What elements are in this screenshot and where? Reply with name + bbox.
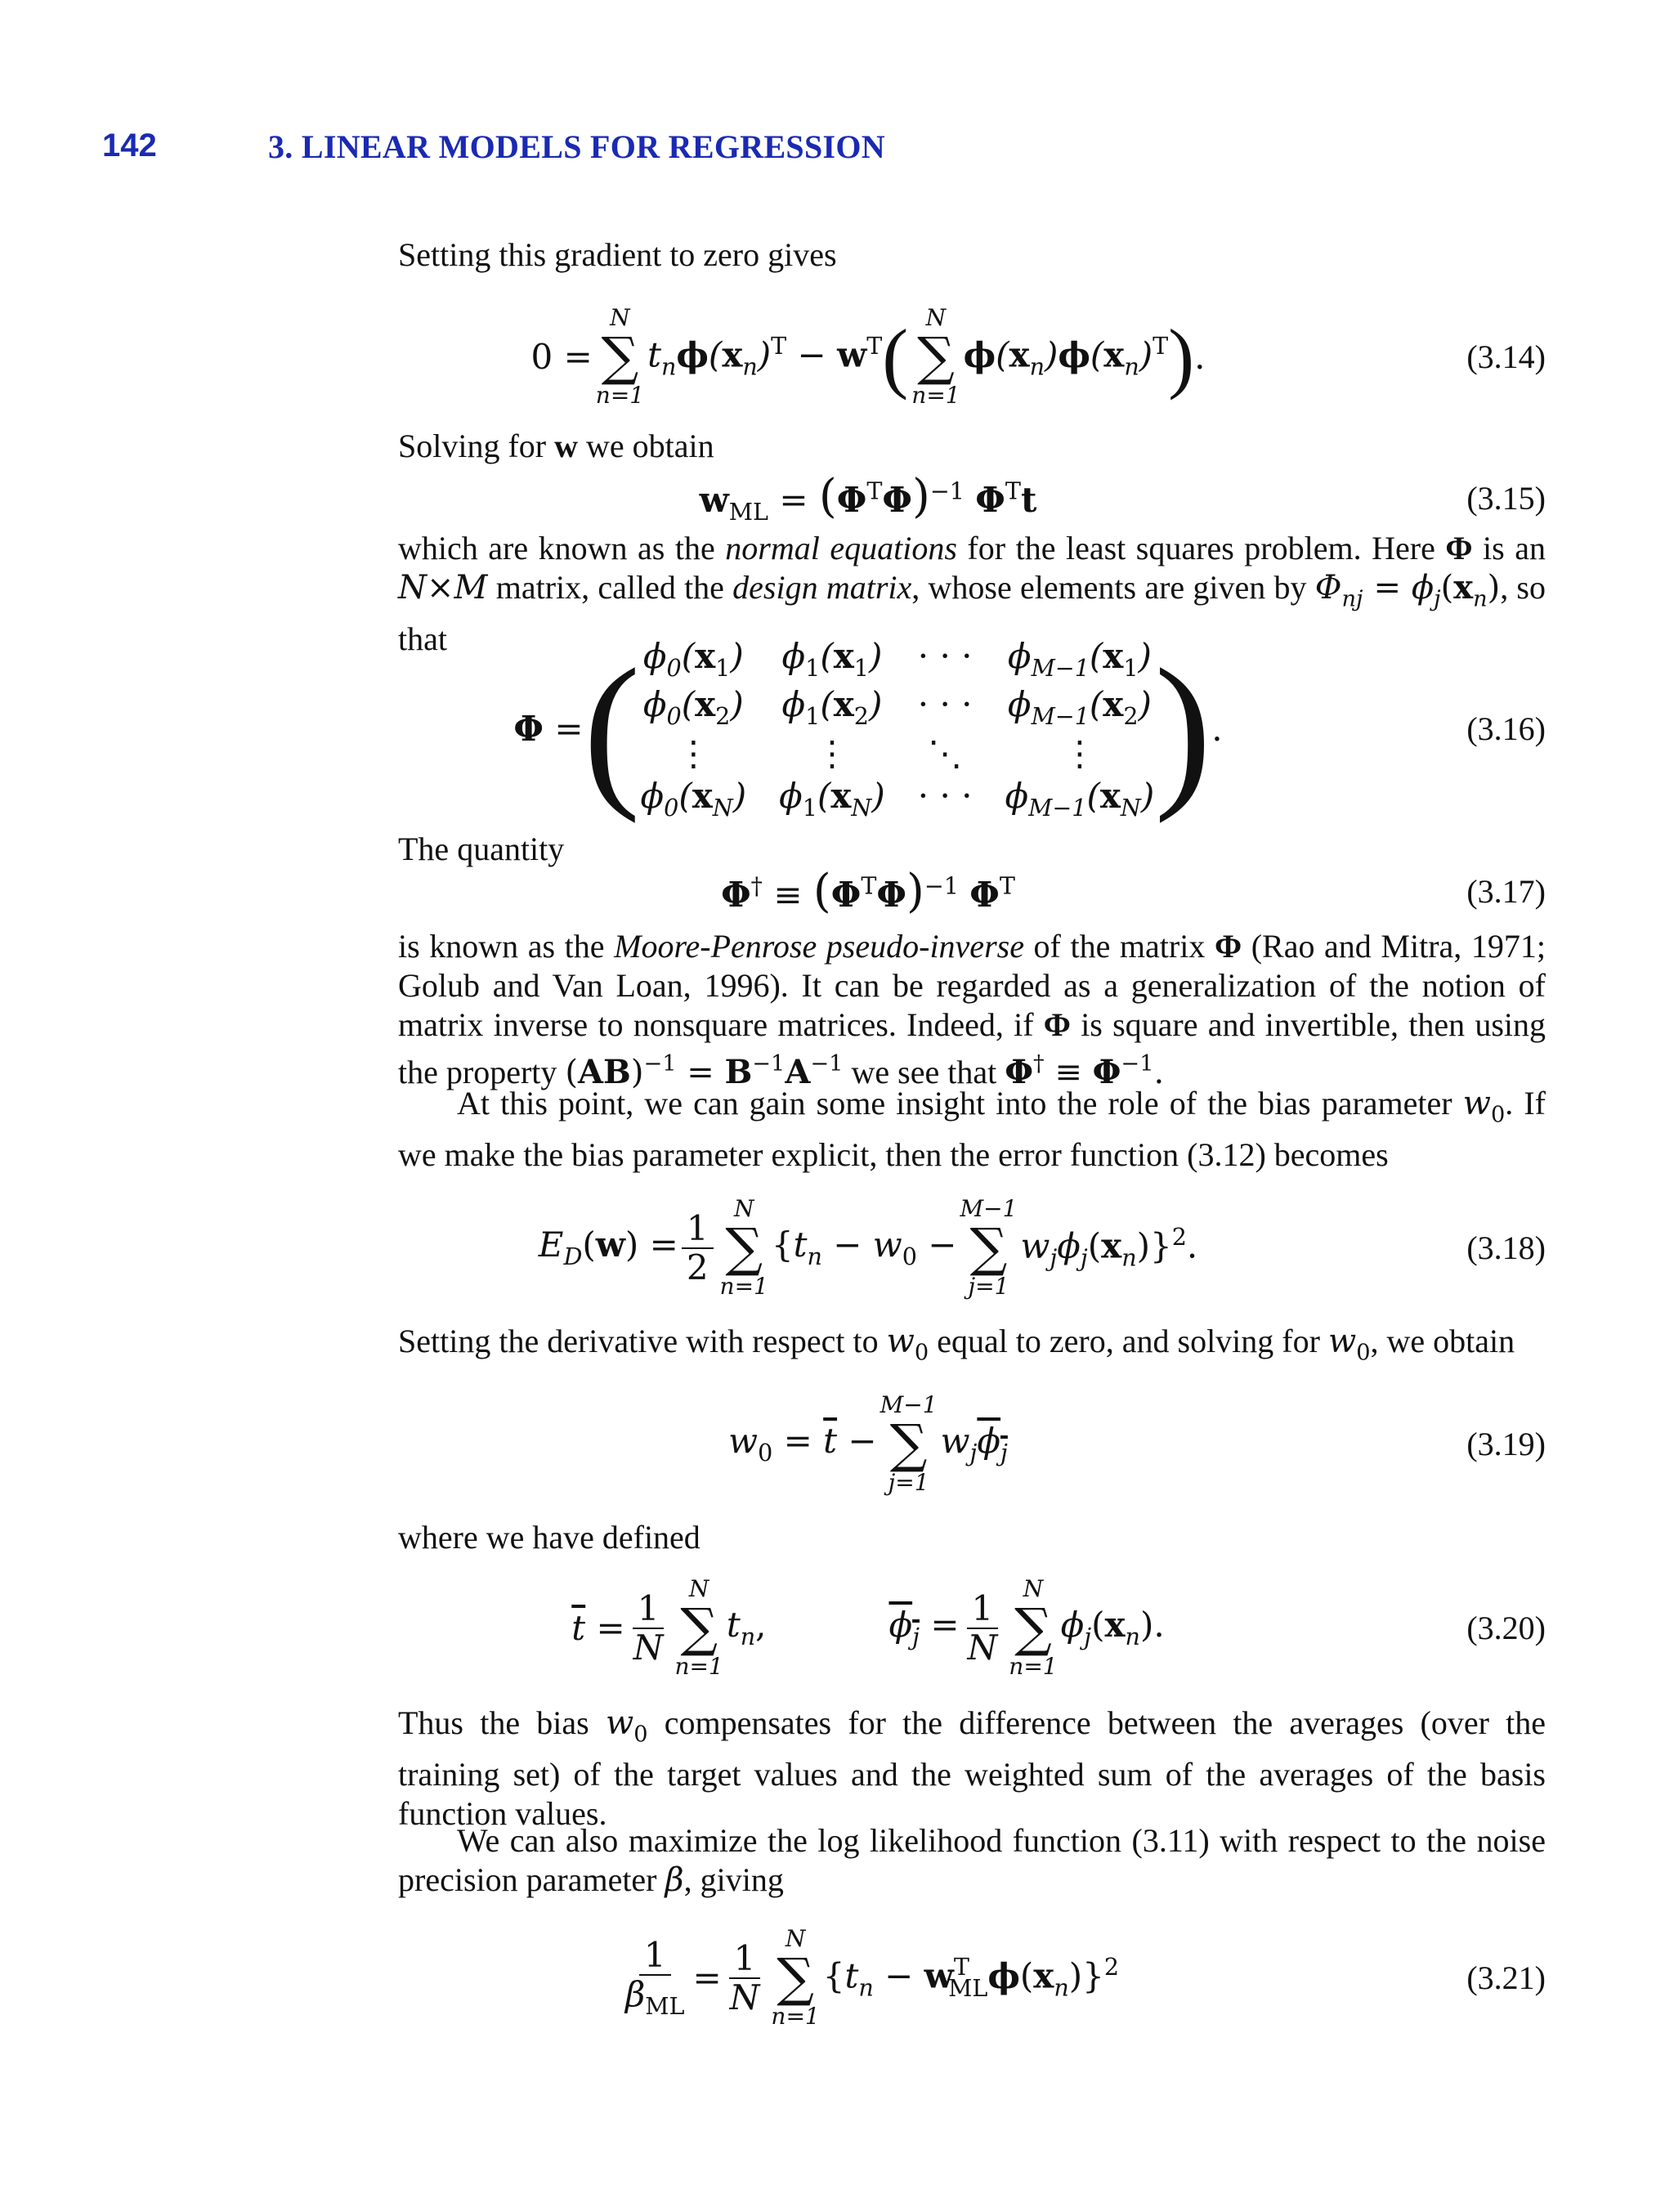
paragraph-noise-precision: We can also maximize the log likelihood function (3.11) with respect to the noise precision parameter β, giving — [398, 1822, 1546, 1899]
equation-number-3-16: (3.16) — [1466, 710, 1546, 747]
text-noise-b: , giving — [683, 1861, 784, 1898]
term-moore-penrose: Moore-Penrose pseudo-inverse — [614, 928, 1024, 965]
text-comp-b: compensates for the difference between the averages (over the training set) of the target values and the weighted sum of the averages of the basis function values. — [398, 1704, 1546, 1832]
equation-3-18: $E_D(w)$ = $\frac{1}{2}$ N ∑ n=1 {$t_n - w_0$ − M−1 ∑ j=1 $w_j\phi_j(x_n)\}^2$. (3.18) — [538, 1195, 1546, 1300]
text-pi-e: we see that — [843, 1053, 1005, 1090]
page-number: 142 — [102, 128, 157, 163]
equation-number-3-15: (3.15) — [1466, 480, 1546, 517]
equation-number-3-14: (3.14) — [1466, 338, 1546, 375]
text-defined: where we have defined — [398, 1519, 700, 1556]
text-solving-b: we obtain — [578, 428, 714, 464]
equation-3-20: $\overline{t}$ = $\frac{1}{N}$ N ∑ n=1 $t_n$, $\phi_j$ = $\frac{1}{N}$ N ∑ n=1 $\phi_j(x_n)$. (3.20) — [571, 1575, 1546, 1680]
equation-number-3-21: (3.21) — [1466, 1959, 1546, 1996]
text-ne-c: is an — [1472, 530, 1546, 566]
text-ne-f: , so that — [398, 569, 1546, 657]
design-matrix: $\phi_0(x_1)$ $\phi_1(x_1)$ · · · $\phi_{M-1}(x_1)$ $\phi_0(x_2)$ $\phi_1(x_2)$ · · · $\phi_{M-1}(x_2)$ ⋮ ⋮ ⋱ ⋮ $\phi_0(x_N)$ $\phi_1(x_N)$ · · · $\phi_{M-1}(x_N)$ — [640, 635, 1155, 822]
term-design-matrix: design matrix — [732, 569, 912, 606]
paragraph-bias-intro: At this point, we can gain some insight into the role of the bias parameter $w_0$. If we make the bias parameter explicit, then the error function (3.12) becomes — [398, 1085, 1546, 1173]
paragraph-defined — [398, 1518, 1546, 1557]
text-comp-a: Thus the bias — [398, 1704, 606, 1741]
text-ne-b: for the least squares problem. Here — [956, 530, 1446, 566]
equation-3-14: 0 = N ∑ n=1 $t_n\phi(x_n)^T - w^T$ ( N ∑ n=1 $\phi(x_n)\phi(x_n)^T$ ) . (3.14) — [530, 304, 1546, 409]
text-deriv-a: Setting the derivative with respect to — [398, 1323, 887, 1359]
paragraph-derivative: Setting the derivative with respect to $w_0$ equal to zero, and solving for $w_0$, we obtain — [398, 1323, 1515, 1366]
paragraph-bias-compensates: Thus the bias $w_0$ compensates for the difference between the averages (over the training set) of the target values and the weighted sum of the averages of the basis function values. — [398, 1704, 1546, 1832]
term-normal-equations: normal equations — [725, 530, 957, 566]
text-ne-a: which are known as the — [398, 530, 726, 566]
paragraph-solving: Solving for w we obtain — [398, 428, 714, 464]
text-quantity: The quantity — [398, 831, 565, 867]
page-header — [0, 128, 1674, 177]
equation-3-15: $w_{ML} = (\Phi^T\Phi)^{-1}$ $\Phi^Tt$ (3.15) — [699, 470, 1546, 526]
text-pi-a: is known as the — [398, 928, 615, 965]
equation-number-3-20: (3.20) — [1466, 1610, 1546, 1646]
text-solving-a: Solving for — [398, 428, 555, 464]
equation-number-3-18: (3.18) — [1466, 1229, 1546, 1266]
equation-3-17: $\Phi^\dagger \equiv (\Phi^T\Phi)^{-1}$ $\Phi^T$ (3.17) — [721, 865, 1546, 919]
text-pi-b: of the matrix — [1023, 928, 1215, 965]
text-bias-b: . If we make the bias parameter explicit, then the error function (3.12) becomes — [398, 1085, 1546, 1173]
equation-3-21: $\frac{1}{\beta_{ML}}$ = $\frac{1}{N}$ N ∑ n=1 $\{t_n - w^T_{ML}\phi(x_n)\}^2$ (3.21) — [624, 1925, 1546, 2030]
paragraph-pseudo-inverse: is known as the Moore-Penrose pseudo-inverse of the matrix Φ (Rao and Mitra, 1971; Golub and Van Loan, 1996). It can be regarded as a generalization of the notion of matrix inverse to nonsquare matrices. Indeed, if Φ is square and invertible, then using the property $(AB)^{-1} = B^{-1}A^{-1}$ we see that $\Phi^\dagger \equiv \Phi^{-1}$. — [398, 928, 1546, 1091]
text-deriv-c: , we obtain — [1370, 1323, 1515, 1359]
running-head: 3. LINEAR MODELS FOR REGRESSION — [268, 128, 885, 165]
text-gradient: Setting this gradient to zero gives — [398, 236, 837, 273]
text-deriv-b: equal to zero, and solving for — [929, 1323, 1328, 1359]
equation-3-16: Φ = ( $\phi_0(x_1)$ $\phi_1(x_1)$ · · · $\phi_{M-1}(x_1)$ $\phi_0(x_2)$ $\phi_1(x_2)$ · · · $\phi_{M-1}(x_2)$ ⋮ ⋮ ⋱ ⋮ $\phi_0(x_N)$ $\phi_1(x_N)$ · · · $\phi_{M-1}(x_N)$ ) . (3.16) — [513, 634, 1546, 824]
paragraph-gradient — [398, 235, 1546, 275]
text-pi-d: is square and invertible, then using the property — [398, 1006, 1546, 1090]
equation-3-19: $w_0 = \overline{t}$ − M−1 ∑ j=1 $w_j\phi_j$ (3.19) — [728, 1391, 1546, 1496]
equation-number-3-19: (3.19) — [1466, 1426, 1546, 1462]
text-ne-d: matrix, called the — [487, 569, 733, 606]
text-bias-a: At this point, we can gain some insight into the role of the bias parameter — [457, 1085, 1463, 1122]
paragraph-normal-equations: which are known as the normal equations for the least squares problem. Here Φ is an N×M matrix, called the design matrix, whose elements are given by $\Phi_{nj} = \phi_j(x_n)$, so that — [398, 530, 1546, 657]
text-pi-c: (Rao and Mitra, 1971; Golub and Van Loan, 1996). It can be regarded as a generalization of the notion of matrix inverse to nonsquare matrices. Indeed, if — [398, 928, 1546, 1043]
text-noise-a: We can also maximize the log likelihood function (3.11) with respect to the noise precision parameter — [398, 1822, 1546, 1898]
equation-number-3-17: (3.17) — [1466, 873, 1546, 910]
text-ne-e: , whose elements are given by — [911, 569, 1315, 606]
